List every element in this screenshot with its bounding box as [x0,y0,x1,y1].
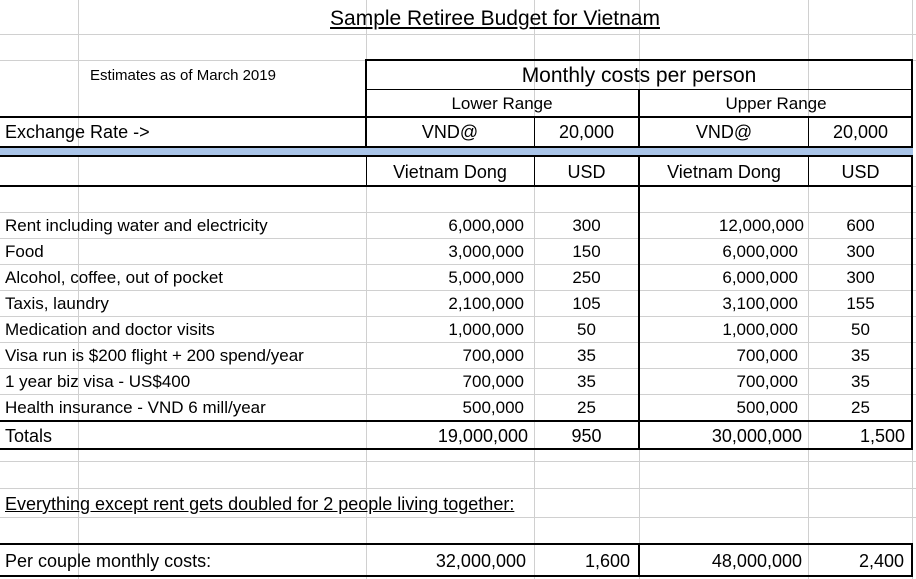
gridline [0,394,916,395]
border [0,155,913,157]
border [0,116,913,118]
doubling-note: Everything except rent gets doubled for 2 people living together: [5,494,515,514]
couple-upper-usd: 2,400 [858,551,904,571]
upper-unit: VND@ [695,122,753,142]
gridline [0,264,916,265]
gridline [0,290,916,291]
gridline [0,342,916,343]
upper-vnd-value: 1,000,000 [722,320,798,339]
gridline [0,34,916,35]
couple-lower-usd: 1,600 [584,551,630,571]
upper-vnd-value: 500,000 [736,398,798,417]
totals-lower-usd: 950 [571,426,602,446]
upper-vnd-value: 700,000 [736,346,798,365]
border [0,185,913,187]
upper-vnd-value: 700,000 [736,372,798,391]
upper-vnd-value: 6,000,000 [722,242,798,261]
lower-usd-value: 105 [572,294,601,313]
lower-usd-value: 250 [572,268,601,287]
border [911,544,913,576]
row-label: 1 year biz visa - US$400 [5,372,191,391]
row-label: Visa run is $200 flight + 200 spend/year [5,346,304,365]
totals-upper-vnd: 30,000,000 [711,426,802,446]
border [0,575,913,577]
lower-usd-value: 35 [577,372,596,391]
gridline [0,368,916,369]
upper-usd-value: 25 [851,398,870,417]
exchange-rate-label: Exchange Rate -> [5,122,150,142]
upper-usd-value: 155 [846,294,875,313]
lower-rate: 20,000 [558,122,615,142]
gridline [0,212,916,213]
lower-usd-value: 150 [572,242,601,261]
column-header-upper-vnd: Vietnam Dong [667,162,781,182]
border [365,59,913,61]
couple-upper-vnd: 48,000,000 [711,551,802,571]
row-label: Health insurance - VND 6 mill/year [5,398,266,417]
lower-range-header: Lower Range [451,94,553,113]
upper-range-header: Upper Range [725,94,827,113]
lower-usd-value: 50 [577,320,596,339]
row-label: Rent including water and electricity [5,216,268,235]
totals-lower-vnd: 19,000,000 [437,426,528,446]
upper-usd-value: 35 [851,372,870,391]
row-label: Alcohol, coffee, out of pocket [5,268,223,287]
upper-usd-value: 300 [846,242,875,261]
column-header-upper-usd: USD [841,162,880,182]
row-label: Food [5,242,44,261]
lower-usd-value: 35 [577,346,596,365]
gridline [0,316,916,317]
row-label: Medication and doctor visits [5,320,215,339]
totals-label: Totals [5,426,53,446]
lower-vnd-value: 5,000,000 [448,268,524,287]
lower-vnd-value: 700,000 [462,346,524,365]
monthly-costs-header: Monthly costs per person [521,64,757,87]
estimates-note: Estimates as of March 2019 [90,67,276,84]
lower-unit: VND@ [421,122,479,142]
lower-vnd-value: 3,000,000 [448,242,524,261]
border [0,420,913,422]
upper-vnd-value: 6,000,000 [722,268,798,287]
lower-usd-value: 300 [572,216,601,235]
totals-upper-usd: 1,500 [859,426,905,446]
sheet-title: Sample Retiree Budget for Vietnam [330,7,660,30]
lower-vnd-value: 2,100,000 [448,294,524,313]
upper-usd-value: 600 [846,216,875,235]
lower-vnd-value: 700,000 [462,372,524,391]
couple-lower-vnd: 32,000,000 [435,551,526,571]
gridline [0,517,916,518]
upper-vnd-value: 12,000,000 [718,216,804,235]
lower-vnd-value: 500,000 [462,398,524,417]
border [0,448,913,450]
lower-usd-value: 25 [577,398,596,417]
lower-vnd-value: 1,000,000 [448,320,524,339]
upper-usd-value: 35 [851,346,870,365]
upper-vnd-value: 3,100,000 [722,294,798,313]
row-label: Taxis, laundry [5,294,109,313]
lower-vnd-value: 6,000,000 [448,216,524,235]
upper-usd-value: 50 [851,320,870,339]
column-header-lower-vnd: Vietnam Dong [393,162,507,182]
couple-label: Per couple monthly costs: [5,551,212,571]
upper-rate: 20,000 [832,122,889,142]
border [0,543,913,545]
column-header-lower-usd: USD [567,162,606,182]
gridline [0,488,916,489]
gridline [0,461,916,462]
upper-usd-value: 300 [846,268,875,287]
gridline [0,238,916,239]
